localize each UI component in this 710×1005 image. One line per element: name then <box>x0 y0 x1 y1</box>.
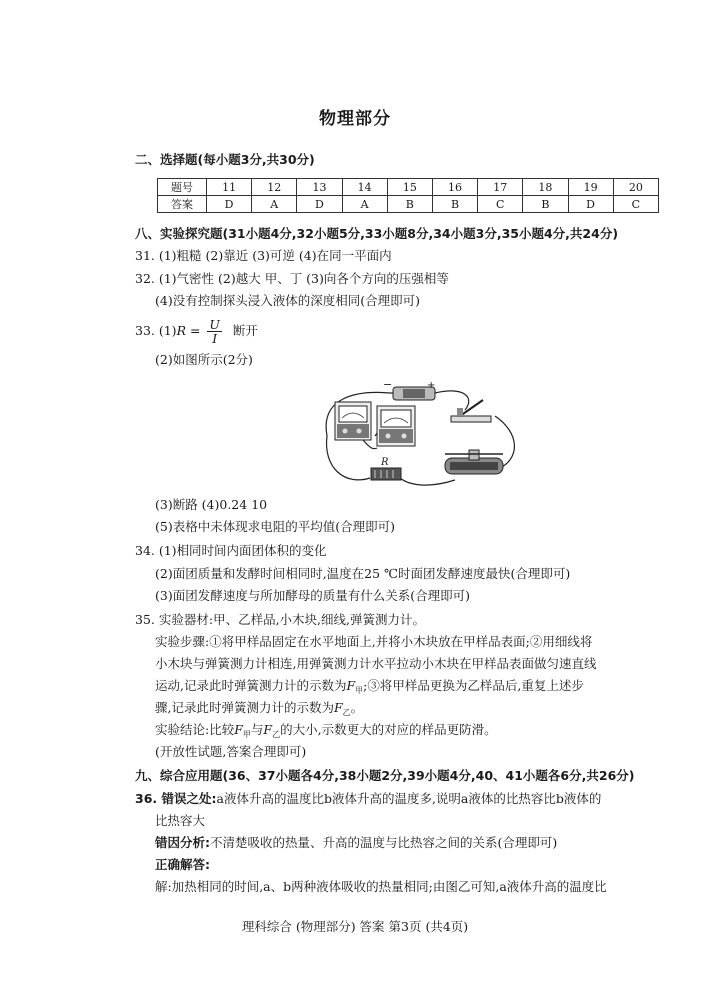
answer-cell: B <box>523 196 568 213</box>
ohm-law-fraction <box>207 318 222 345</box>
error-label: 36. 错误之处: <box>135 791 217 806</box>
text-span: a液体升高的温度比b液体升高的温度多,说明a液体的比热容比b液体的 <box>216 791 602 806</box>
answer-35-2: 实验步骤:①将甲样品固定在水平地面上,并将小木块放在甲样品表面;②用细线将 <box>155 634 593 649</box>
answer-cell: C <box>613 196 658 213</box>
section2-heading: 二、选择题(每小题3分,共30分) <box>135 152 315 167</box>
wire <box>400 478 455 485</box>
resistor-icon <box>371 457 401 480</box>
question-number: 11 <box>207 179 252 196</box>
answer-32-a: 32. (1)气密性 (2)越大 甲、丁 (3)向各个方向的压强相等 <box>135 271 449 286</box>
answer-cell: D <box>207 196 252 213</box>
resistor-label: R <box>381 457 389 468</box>
answer-cell: B <box>387 196 432 213</box>
cause-label: 错因分析: <box>155 835 210 850</box>
page-footer: 理科综合 (物理部分) 答案 第3页 (共4页) <box>241 919 469 934</box>
answer-36-cause <box>155 835 557 851</box>
text-span: 运动,记录此时弹簧测力计的示数为 <box>155 678 347 693</box>
text-span: 与 <box>250 722 264 737</box>
force-symbol: F <box>234 722 243 737</box>
answer-cell: A <box>252 196 297 213</box>
table-row-label: 题号 <box>158 179 207 196</box>
answer-33-1 <box>135 318 258 345</box>
wire <box>435 391 469 410</box>
voltmeter-icon <box>377 406 415 446</box>
question-number: 18 <box>523 179 568 196</box>
answer-33-prefix: 33. (1) <box>135 323 177 338</box>
table-row-label: 答案 <box>158 196 207 213</box>
resistance-symbol: R <box>176 323 186 338</box>
question-number: 20 <box>613 179 658 196</box>
text-span: 不清楚吸收的热量、升高的温度与比热容之间的关系(合理即可) <box>210 835 558 850</box>
switch-icon <box>451 400 491 422</box>
answer-32-b: (4)没有控制探头浸入液体的深度相同(合理即可) <box>155 293 420 308</box>
answer-35-4 <box>155 678 584 699</box>
answer-35-1: 35. 实验器材:甲、乙样品,小木块,细线,弹簧测力计。 <box>135 612 425 627</box>
question-number: 13 <box>297 179 342 196</box>
text-span: 骤,记录此时弹簧测力计的示数为 <box>155 700 334 715</box>
question-number: 16 <box>432 179 477 196</box>
force-symbol: F <box>263 722 273 737</box>
answer-33-2: (2)如图所示(2分) <box>155 352 253 367</box>
subscript-jia: 甲 <box>242 730 251 739</box>
fraction-numerator: U <box>209 317 220 332</box>
text-span: 的大小,示数更大的对应的样品更防滑。 <box>280 722 497 737</box>
answer-34-1: 34. (1)相同时间内面团体积的变化 <box>135 543 327 558</box>
question-number: 17 <box>478 179 523 196</box>
wire <box>327 436 370 480</box>
battery-minus-label: − <box>383 378 393 391</box>
answer-33-suffix: 断开 <box>232 323 258 338</box>
subscript-yi: 乙 <box>272 730 281 739</box>
answer-cell: C <box>478 196 523 213</box>
answer-cell: D <box>568 196 613 213</box>
answer-35-6 <box>155 722 497 743</box>
answer-33-3: (3)断路 (4)0.24 10 <box>155 497 268 512</box>
text-span: ;③将甲样品更换为乙样品后,重复上述步 <box>363 678 584 693</box>
section9-heading: 九、综合应用题(36、37小题各4分,38小题2分,39小题4分,40、41小题各6分,共26分) <box>135 768 635 783</box>
rheostat-icon <box>445 450 503 474</box>
ammeter-icon <box>335 402 371 440</box>
question-number: 15 <box>387 179 432 196</box>
table-row <box>158 196 659 213</box>
subscript-jia: 甲 <box>355 686 364 695</box>
page-title: 物理部分 <box>319 109 391 129</box>
question-number: 12 <box>252 179 297 196</box>
battery-plus-label: + <box>427 380 436 391</box>
question-number: 14 <box>342 179 387 196</box>
table-row <box>158 179 659 196</box>
answer-35-7: (开放性试题,答案合理即可) <box>155 744 307 759</box>
answer-35-5 <box>155 700 363 721</box>
answer-34-2: (2)面团质量和发酵时间相同时,温度在25 ℃时面团发酵速度最快(合理即可) <box>155 566 571 581</box>
answer-36-solution: 解:加热相同的时间,a、b两种液体吸收的热量相同;由图乙可知,a液体升高的温度比 <box>155 879 607 894</box>
answer-cell: D <box>297 196 342 213</box>
wire <box>363 440 377 449</box>
answer-31: 31. (1)粗糙 (2)靠近 (3)可逆 (4)在同一平面内 <box>135 248 392 263</box>
answer-33-5: (5)表格中未体现求电阻的平均值(合理即可) <box>155 519 395 534</box>
answer-36-error <box>135 791 601 807</box>
answer-34-3: (3)面团发酵速度与所加酵母的质量有什么关系(合理即可) <box>155 588 470 603</box>
force-symbol: F <box>346 678 356 693</box>
force-symbol: F <box>333 700 343 715</box>
circuit-diagram <box>315 378 525 492</box>
answer-cell: A <box>342 196 387 213</box>
battery-icon <box>383 378 435 400</box>
answer-35-3: 小木块与弹簧测力计相连,用弹簧测力计水平拉动小木块在甲样品表面做匀速直线 <box>155 656 597 671</box>
answer-cell: B <box>432 196 477 213</box>
answer-36-error-cont: 比热容大 <box>155 813 206 828</box>
text-span: 。 <box>350 700 364 715</box>
equals-sign: = <box>185 323 205 338</box>
section8-heading: 八、实验探究题(31小题4分,32小题5分,33小题8分,34小题3分,35小题4分,共24分) <box>135 226 619 241</box>
correct-answer-label: 正确解答: <box>155 857 210 872</box>
text-span: 实验结论:比较 <box>155 722 235 737</box>
fraction-denominator: I <box>212 331 218 346</box>
answer-table <box>157 178 659 213</box>
question-number: 19 <box>568 179 613 196</box>
subscript-yi: 乙 <box>342 708 351 717</box>
